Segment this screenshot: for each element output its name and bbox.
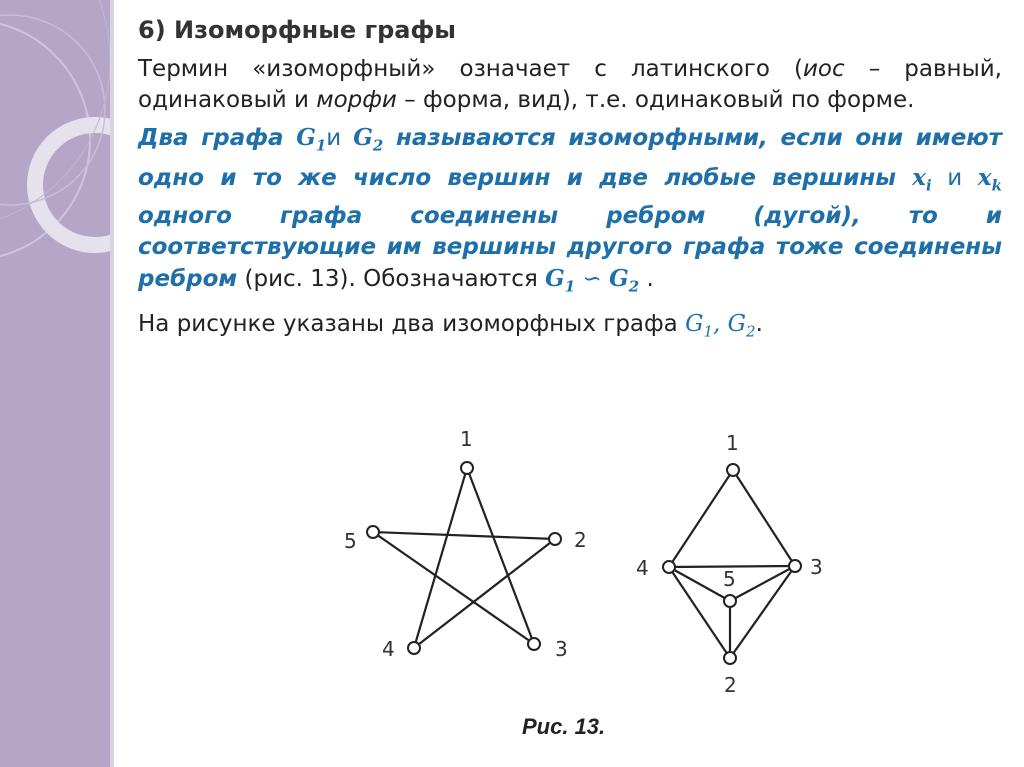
p3-g1-letter: G xyxy=(685,310,704,337)
g1-vertex-4 xyxy=(408,642,420,654)
math-g1-sub: 1 xyxy=(315,136,327,155)
g2-label-2: 2 xyxy=(724,673,737,697)
math-g1 xyxy=(296,124,327,155)
definition-and-1: и xyxy=(326,125,354,151)
math-g2-sub: 2 xyxy=(372,136,384,155)
math-notation-g2 xyxy=(609,265,640,296)
g1-edge-5-2 xyxy=(373,532,555,539)
g2-vertex-1 xyxy=(727,464,739,476)
g1-label-4: 4 xyxy=(382,637,395,661)
graph-g1 xyxy=(373,468,555,648)
g2-label-1: 1 xyxy=(726,431,739,455)
g1-vertex-5 xyxy=(367,526,379,538)
g1-edge-2-4 xyxy=(414,539,555,648)
g1-edge-5-3 xyxy=(373,532,534,644)
notation-g1-sub: 1 xyxy=(564,277,576,296)
sidebar-arcs-decoration xyxy=(0,0,110,767)
slide-content xyxy=(138,14,1002,353)
p1-text-c: – равный, одинаковый и xyxy=(138,56,1002,113)
p1-text-e: – форма, вид), т.е. одинаковый по форме. xyxy=(396,87,915,113)
g1-label-1: 1 xyxy=(460,427,473,451)
definition-text-a: Два графа xyxy=(138,125,297,151)
definition-end: . xyxy=(639,266,654,293)
p3-g2-sub: 2 xyxy=(746,322,756,341)
g2-edge-1-3 xyxy=(733,470,795,566)
definition-text-b: называются изоморфными, если они имеют одно и то же число вершин и две любые вершины xyxy=(138,125,1002,191)
math-g2-letter: G xyxy=(353,124,373,151)
p3-g2-letter: G xyxy=(727,310,747,337)
notation-g2-letter: G xyxy=(609,265,629,293)
math-xi-letter: x xyxy=(912,163,927,191)
p3-g1-sub: 1 xyxy=(703,322,714,341)
g2-vertex-3 xyxy=(789,560,801,572)
g2-edge-4-5 xyxy=(669,567,730,601)
isomorphism-symbol: ∽ xyxy=(575,266,610,293)
p3-math-g2 xyxy=(727,310,756,341)
paragraph-term-origin xyxy=(138,54,1002,116)
g1-label-2: 2 xyxy=(574,528,587,552)
g2-edge-4-2 xyxy=(669,567,730,658)
g1-vertex-3 xyxy=(528,638,540,650)
g2-edge-3-2 xyxy=(730,566,795,658)
g2-label-5: 5 xyxy=(723,567,736,591)
g2-edge-3-5 xyxy=(730,566,795,601)
p3-text-a: На рисунке указаны два изоморфных графа xyxy=(138,310,686,337)
p3-math-g1 xyxy=(685,310,714,341)
math-xk-sub: k xyxy=(991,176,1002,195)
figure-caption: Рис. 13. xyxy=(522,714,606,739)
p1-text-a: Термин «изоморфный» означает с латинского ( xyxy=(138,56,803,82)
definition-text-d: (рис. 13). Обозначаются xyxy=(237,266,546,293)
definition-text-c: одного графа соединены ребром (дугой), то и соответствующие им вершины другого графа тоже соединены ребром xyxy=(138,203,1002,293)
g2-vertex-2 xyxy=(724,652,736,664)
math-g1-letter: G xyxy=(296,124,316,151)
g2-vertex-5 xyxy=(724,595,736,607)
g1-label-3: 3 xyxy=(555,637,568,661)
sidebar-divider xyxy=(110,0,114,767)
p1-word-morfi: морфи xyxy=(316,87,397,113)
g1-vertex-1 xyxy=(461,462,473,474)
paragraph-definition xyxy=(138,122,1002,303)
paragraph-figure-note xyxy=(138,309,1002,348)
notation-g2-sub: 2 xyxy=(628,277,640,296)
g2-edge-1-4 xyxy=(669,470,733,567)
graph-g2-vertices xyxy=(663,464,801,664)
definition-and-2: и xyxy=(931,164,978,191)
figure-13-graphs xyxy=(300,420,860,710)
slide-title: 6) Изоморфные графы xyxy=(138,16,456,44)
p1-word-ios: иос xyxy=(802,56,845,82)
math-xk xyxy=(977,163,1002,195)
math-xi-sub: i xyxy=(926,176,932,195)
g1-edge-1-4 xyxy=(414,468,467,648)
p3-comma: , xyxy=(713,310,728,337)
math-xi xyxy=(912,163,932,195)
g2-vertex-4 xyxy=(663,561,675,573)
decorative-sidebar xyxy=(0,0,110,767)
graph-g2 xyxy=(669,470,795,658)
math-notation-g1 xyxy=(545,265,576,296)
p3-end: . xyxy=(755,310,763,337)
math-g2 xyxy=(353,124,384,155)
g1-vertex-2 xyxy=(549,533,561,545)
math-xk-letter: x xyxy=(977,163,992,191)
g1-label-5: 5 xyxy=(344,529,357,553)
g2-label-4: 4 xyxy=(636,556,649,580)
g1-edge-1-3 xyxy=(467,468,534,644)
notation-g1-letter: G xyxy=(545,265,565,293)
g2-label-3: 3 xyxy=(810,555,823,579)
